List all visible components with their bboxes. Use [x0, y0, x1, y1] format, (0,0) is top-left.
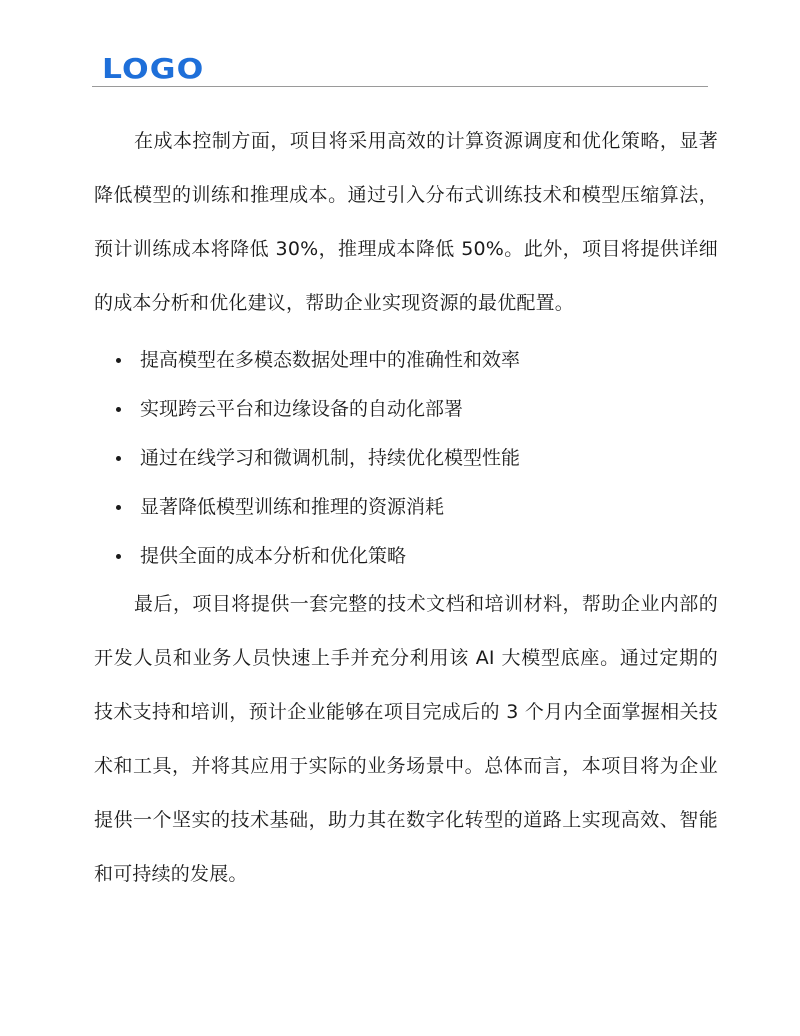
goals-list — [94, 336, 718, 581]
document-body — [94, 114, 718, 901]
list-item — [94, 483, 718, 532]
list-item — [94, 336, 718, 385]
logo: LOGO — [102, 52, 205, 85]
bullet-icon — [116, 505, 121, 510]
list-item — [94, 532, 718, 581]
bullet-icon — [116, 456, 121, 461]
list-item-text: 显著降低模型训练和推理的资源消耗 — [140, 496, 445, 518]
list-item — [94, 434, 718, 483]
list-item — [94, 385, 718, 434]
list-item-text: 通过在线学习和微调机制，持续优化模型性能 — [140, 447, 521, 469]
list-item-text: 实现跨云平台和边缘设备的自动化部署 — [140, 398, 464, 420]
bullet-icon — [116, 554, 121, 559]
list-item-text: 提高模型在多模态数据处理中的准确性和效率 — [140, 349, 521, 371]
paragraph-conclusion: 最后，项目将提供一套完整的技术文档和培训材料，帮助企业内部的开发人员和业务人员快速上手并充分利用该 AI 大模型底座。通过定期的技术支持和培训，预计企业能够在项目完成后的 3 个月内全面掌握相关技术和工具，并将其应用于实际的业务场景中。总体而言，本项目将为企业提供一个坚实的技术基础，助力其在数字化转型的道路上实现高效、智能和可持续的发展。 — [94, 593, 718, 885]
paragraph-cost-control: 在成本控制方面，项目将采用高效的计算资源调度和优化策略，显著降低模型的训练和推理成本。通过引入分布式训练技术和模型压缩算法，预计训练成本将降低 30%，推理成本降低 50%。此外，项目将提供详细的成本分析和优化建议，帮助企业实现资源的最优配置。 — [94, 130, 718, 314]
page-header — [92, 52, 708, 87]
bullet-icon — [116, 407, 121, 412]
bullet-icon — [116, 358, 121, 363]
list-item-text: 提供全面的成本分析和优化策略 — [140, 545, 407, 567]
